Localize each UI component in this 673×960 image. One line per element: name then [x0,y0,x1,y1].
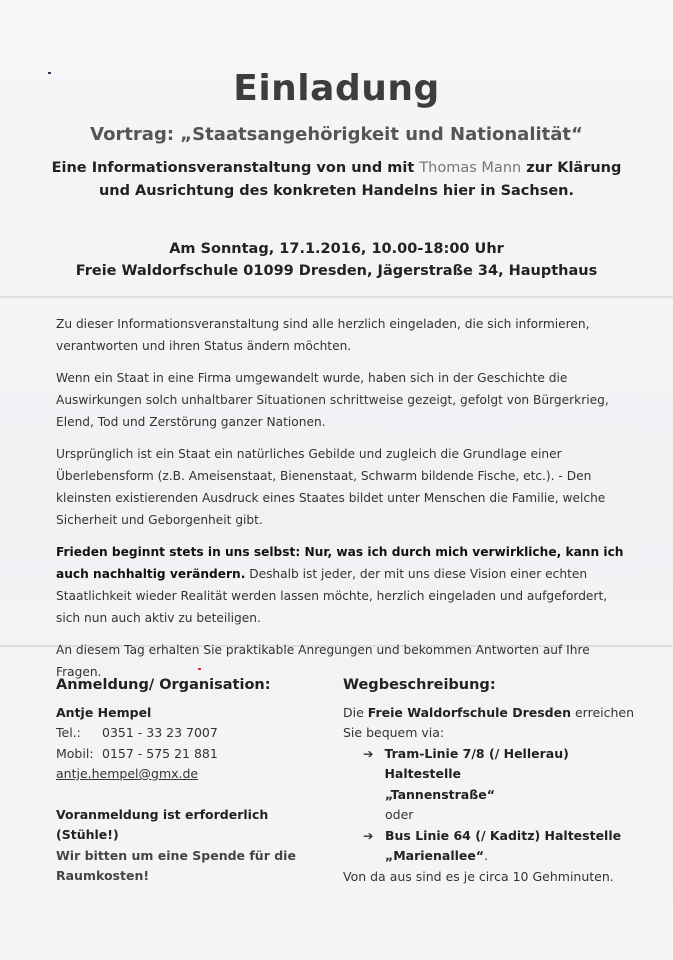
fold-line [0,296,673,298]
intro-part1: Eine Informationsveranstaltung von und mit [51,160,420,176]
arrow-right-icon: ➔ [363,745,374,761]
paragraph-4-rest: Deshalb ist jeder, der mit uns diese Vision einer echten Staatlichkeit wieder Realität werden lassen möchte, herzlich eingeladen und aufgefordert, sich nun auch aktiv zu beteiligen. [56,567,608,625]
tel-row [56,723,326,744]
directions-heading: Wegbeschreibung: [343,677,496,693]
school-name: Freie Waldorfschule Dresden [367,704,572,720]
tram-stop: „Tannenstraße“ [385,786,495,802]
bus-line: Bus Linie 64 (/ Kaditz) Haltestelle [385,827,622,843]
tram-row [343,744,643,785]
email-link[interactable]: antje.hempel@gmx.de [56,766,199,781]
bus-stop-row [343,846,643,867]
registration-note-2: Wir bitten um eine Spende für die Raumkosten! [56,847,296,883]
directions-line-2: Sie bequem via: [343,725,445,740]
paragraph-5: An diesem Tag erhalten Sie praktikable Anregungen und bekommen Antworten auf Ihre Fragen. [56,643,590,679]
event-details [40,238,633,282]
paragraph-2: Wenn ein Staat in eine Firma umgewandelt wurde, haben sich in der Geschichte die Auswirkungen solch unhaltbarer Situationen schrittweise gezeigt, gefolgt von Bürgerkrieg, Elend, Tod und Zerstörung ganzer Nationen. [56,371,609,429]
tram-line: Tram-Linie 7/8 (/ Hellerau) Haltestelle [384,745,569,781]
page-title: Einladung [233,68,440,109]
directions-section [343,675,643,887]
registration-note-1: Voranmeldung ist erforderlich (Stühle!) [56,806,269,842]
line1-prefix: Die [343,704,368,720]
event-venue: Freie Waldorfschule 01099 Dresden, Jägerstraße 34, Haupthaus [75,263,598,279]
contact-name: Antje Hempel [56,704,152,720]
paragraph-4-bold: Frieden beginnt stets in uns selbst: Nur, was ich durch mich verwirkliche, kann ich auch nachhaltig verändern. [56,545,624,581]
paragraph-4 [56,541,626,629]
tel-label: Tel.: [56,725,81,740]
mobil-value: 0157 - 575 21 881 [102,745,218,761]
registration-section [56,675,326,887]
paragraph-1: Zu dieser Informationsveranstaltung sind alle herzlich eingeladen, die sich informieren, verantworten und ihren Status ändern möchten. [56,317,590,353]
mobil-row [56,744,326,765]
bus-stop-period: . [484,848,489,863]
intro-text [40,157,633,203]
directions-footer: Von da aus sind es je circa 10 Gehminuten. [343,868,614,884]
or-text: oder [385,807,414,822]
paragraph-3: Ursprünglich ist ein Staat ein natürliches Gebilde und zugleich die Grundlage einer Überlebensform (z.B. Ameisenstaat, Bienenstaat, Schwarm bildende Fische, etc.). - Den kleinsten existierenden Ausdruck eines Staates bildet unter Menschen die Familie, welche Sicherheit und Geborgenheit gibt. [56,447,606,527]
bus-row [343,826,643,847]
arrow-right-icon: ➔ [363,827,374,843]
mobil-label: Mobil: [56,745,94,761]
tel-value: 0351 - 33 23 7007 [102,725,218,740]
bus-stop: „Marienallee“ [385,848,485,863]
line1-suffix: erreichen [571,704,635,720]
directions-line-1 [343,703,643,724]
talk-subtitle: Vortrag: „Staatsangehörigkeit und Nationalität“ [90,124,583,145]
speaker-name: Thomas Mann [419,160,522,176]
registration-heading: Anmeldung/ Organisation: [56,677,271,693]
event-date: Am Sonntag, 17.1.2016, 10.00-18:00 Uhr [169,241,504,257]
intro-part2: zur Klärung und Ausrichtung des konkreten Handelns hier in Sachsen. [98,160,622,199]
body-text [56,313,626,693]
